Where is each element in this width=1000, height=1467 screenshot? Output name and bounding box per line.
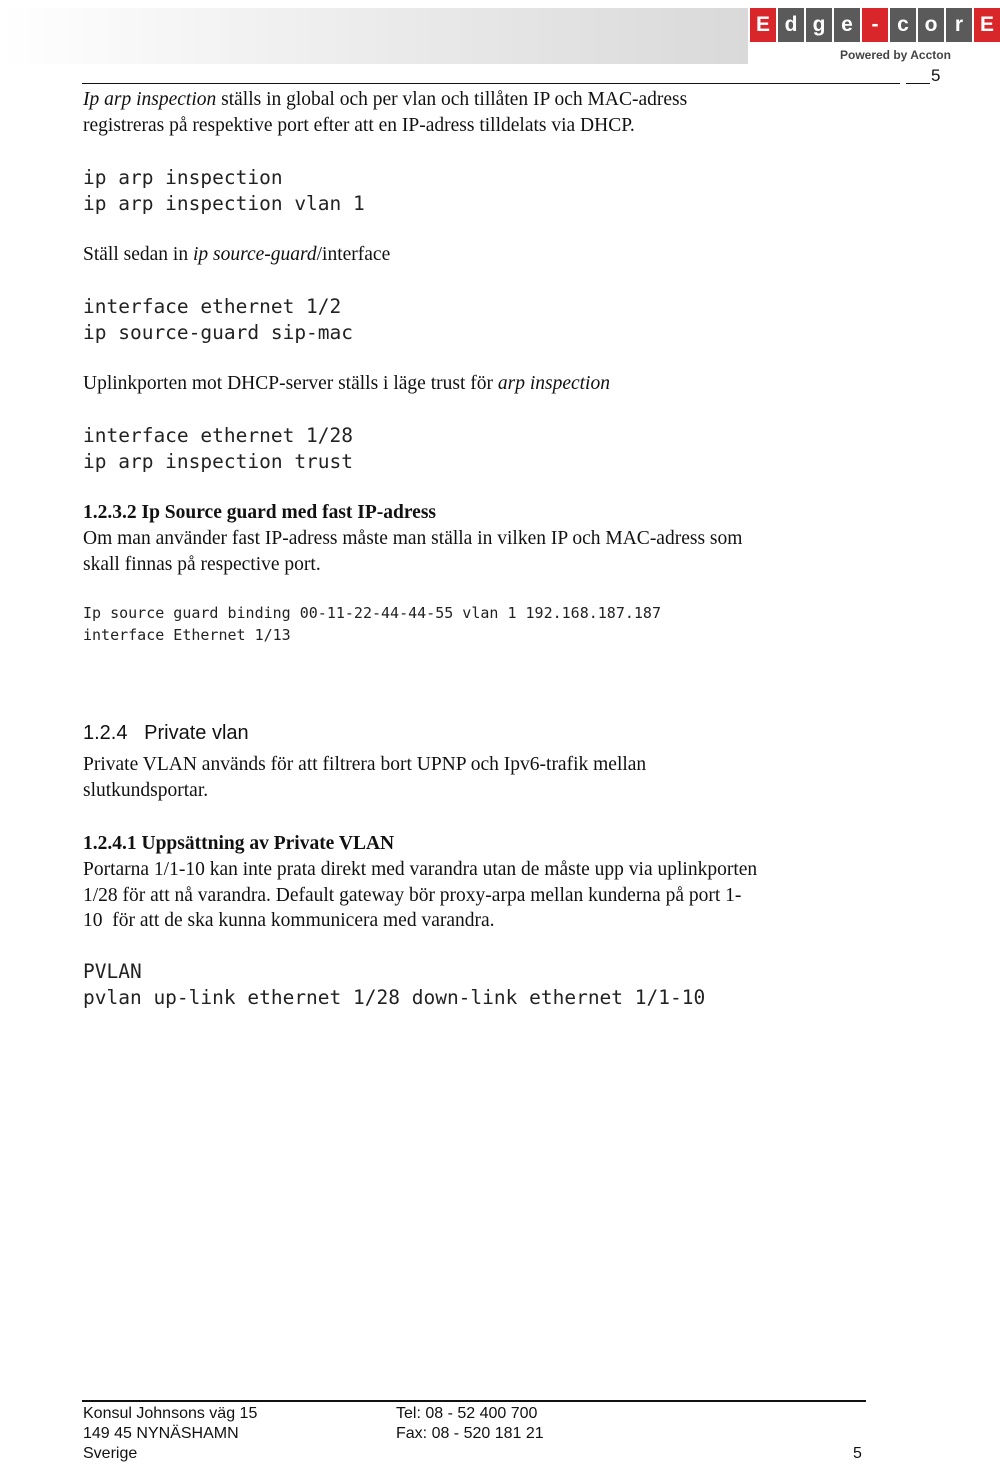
header-page-number: 5 (931, 66, 941, 85)
logo-letter: e (834, 8, 860, 42)
section-124-text (83, 752, 646, 803)
section-1232-text (83, 526, 742, 577)
uplink-prefix: Uplinkporten mot DHCP-server ställs i läge trust för (83, 373, 498, 394)
section-1241-text (83, 857, 757, 934)
footer-rule (82, 1400, 866, 1402)
text-line: Portarna 1/1-10 kan inte prata direkt med varandra utan de måste upp via uplinkporten (83, 859, 758, 880)
edge-core-logo (750, 6, 994, 68)
header-rule (82, 83, 900, 84)
logo-letter: E (974, 8, 1000, 42)
text-line: Private VLAN används för att filtrera bort UPNP och Ipv6-trafik mellan (83, 754, 647, 775)
text-line: slutkundsportar. (83, 779, 209, 801)
code-line: interface Ethernet 1/13 (83, 625, 291, 644)
code-line: interface ethernet 1/2 (83, 295, 342, 318)
footer-fax: Fax: 08 - 520 181 21 (396, 1425, 544, 1442)
heading-124 (83, 721, 249, 746)
code-line: Ip source guard binding 00-11-22-44-44-55 vlan 1 192.168.187.187 (83, 604, 661, 622)
footer-page-number: 5 (853, 1445, 862, 1462)
code-trust (83, 423, 353, 474)
code-line: ip arp inspection trust (83, 449, 354, 473)
intro-line-2: registreras på respektive port efter att en IP-adress tilldelats via DHCP. (83, 114, 635, 136)
source-guard-intro (83, 242, 390, 268)
source-guard-prefix: Ställ sedan in (83, 244, 193, 265)
text-line: skall finnas på respective port. (83, 553, 321, 575)
footer-address-1: Konsul Johnsons väg 15 (83, 1405, 258, 1422)
uplink-italic: arp inspection (497, 373, 610, 394)
source-guard-suffix: /interface (316, 244, 391, 265)
footer-country: Sverige (83, 1445, 138, 1462)
code-source-guard (83, 294, 353, 345)
code-line: PVLAN (83, 960, 142, 983)
footer-tel: Tel: 08 - 52 400 700 (396, 1405, 538, 1422)
text-line: 1/28 för att nå varandra. Default gateway bör proxy-arpa mellan kunderna på port 1- (83, 884, 742, 906)
intro-line-1-rest: ställs in global och per vlan och tillåten IP och MAC-adress (216, 89, 688, 110)
text-line: 10 för att de ska kunna kommunicera med varandra. (83, 910, 495, 932)
code-line: interface ethernet 1/28 (83, 424, 354, 447)
intro-paragraph (83, 87, 687, 138)
logo-tagline: Powered by Accton (840, 48, 951, 62)
logo-letters (750, 8, 1000, 42)
code-source-guard-binding (83, 603, 661, 646)
intro-italic-term: Ip arp inspection (83, 89, 217, 110)
footer-address-2: 149 45 NYNÄSHAMN (83, 1425, 239, 1442)
code-arp-inspection (83, 165, 365, 216)
logo-letter: c (890, 8, 916, 42)
code-line: ip arp inspection vlan 1 (83, 191, 365, 215)
logo-letter: g (806, 8, 832, 42)
source-guard-italic: ip source-guard (192, 244, 317, 265)
code-line: ip arp inspection (83, 166, 283, 189)
heading-124-text: 1.2.4 Private vlan (83, 722, 249, 744)
code-line: pvlan up-link ethernet 1/28 down-link ethernet 1/1-10 (83, 985, 706, 1009)
header-band (0, 8, 748, 64)
logo-letter: d (778, 8, 804, 42)
heading-1232: 1.2.3.2 Ip Source guard med fast IP-adress (83, 502, 436, 523)
logo-letter: E (750, 8, 776, 42)
logo-letter: - (862, 8, 888, 42)
heading-1241: 1.2.4.1 Uppsättning av Private VLAN (83, 833, 395, 854)
header-rule-short (906, 83, 930, 84)
intro-line-1 (83, 87, 687, 113)
logo-letter: o (918, 8, 944, 42)
code-pvlan (83, 959, 705, 1010)
code-line: ip source-guard sip-mac (83, 320, 354, 344)
text-line: Om man använder fast IP-adress måste man ställa in vilken IP och MAC-adress som (83, 528, 743, 549)
logo-letter: r (946, 8, 972, 42)
uplink-intro (83, 371, 610, 397)
